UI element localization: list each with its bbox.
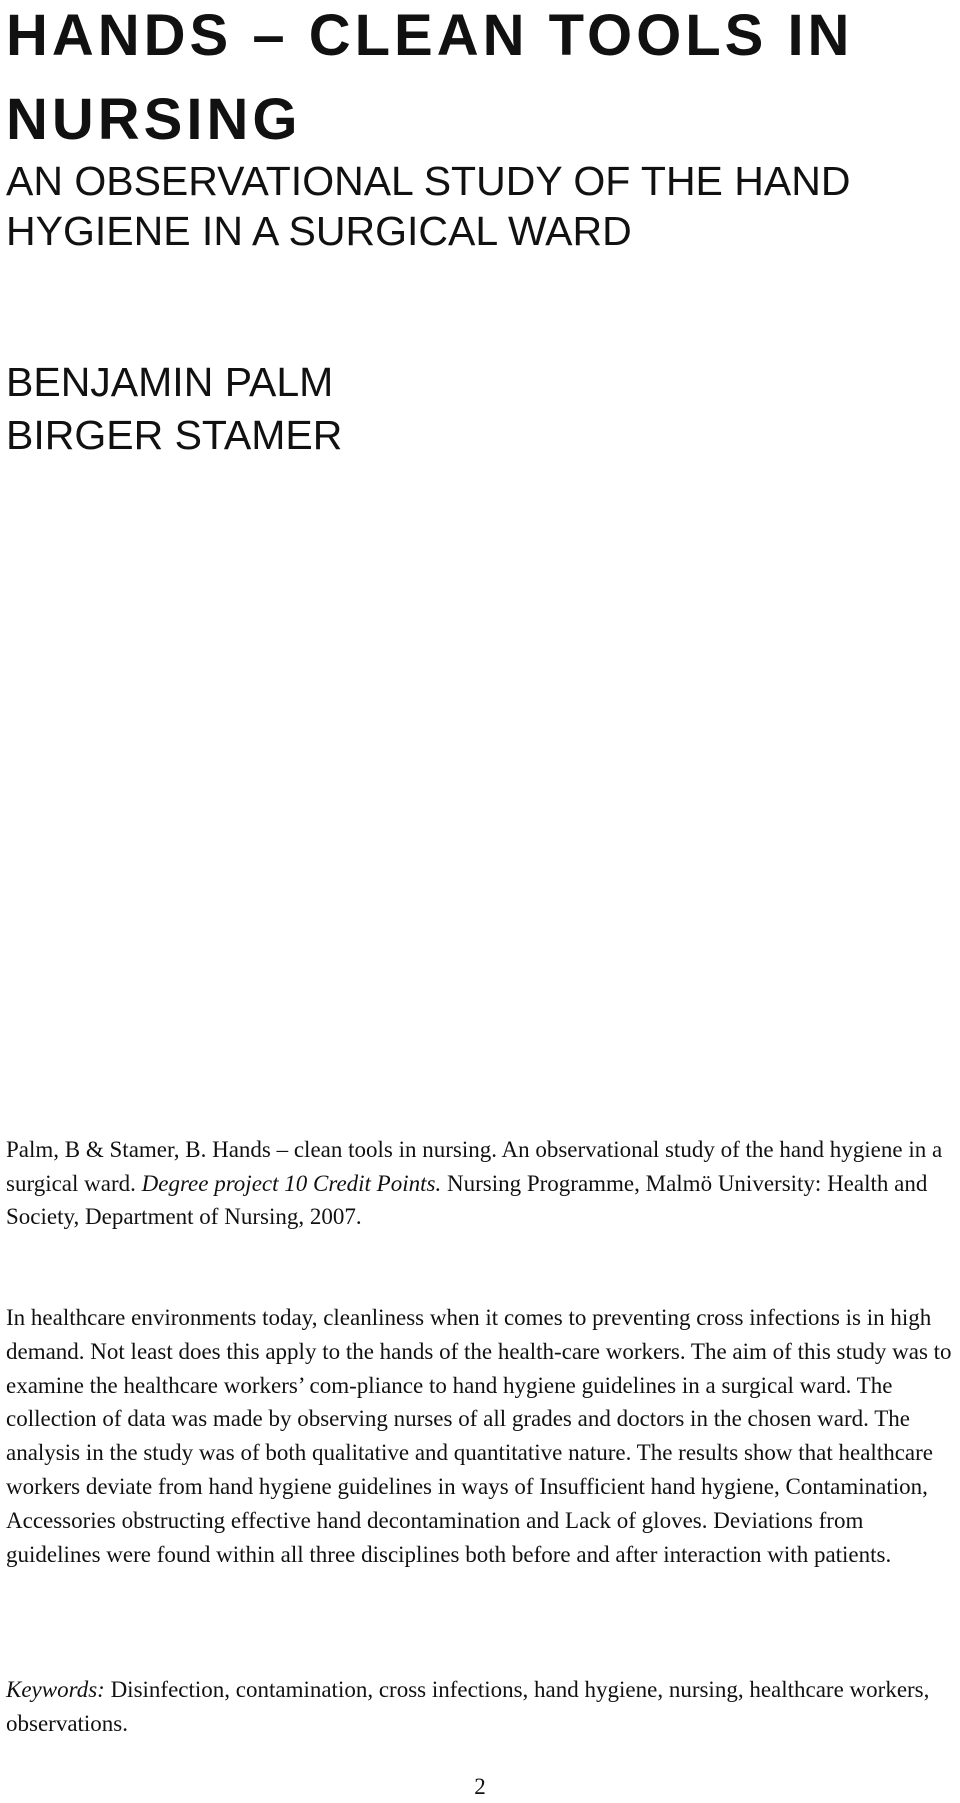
page-number: 2 xyxy=(474,1774,486,1799)
citation-text: Palm, B & Stamer, B. Hands – clean tools in nursing. An observational study of the hand hygiene in a surgical ward. xyxy=(6,1137,943,1196)
author-list xyxy=(6,356,342,462)
document-title: HANDS – CLEAN TOOLS IN NURSING xyxy=(6,3,854,152)
keywords-text: Disinfection, contamination, cross infections, hand hygiene, nursing, healthcare workers, observations. xyxy=(6,1677,930,1736)
citation-institution: Nursing Programme, Malmö University: Health and Society, Department of Nursing, 2007. xyxy=(6,1170,928,1230)
citation-paragraph xyxy=(6,1133,951,1234)
keywords-label: Keywords: xyxy=(6,1677,105,1702)
author-name: BIRGER STAMER xyxy=(6,412,343,458)
document-subtitle: AN OBSERVATIONAL STUDY OF THE HAND HYGIENE IN A SURGICAL WARD xyxy=(6,158,851,254)
citation-degree-project: Degree project 10 Credit Points. xyxy=(141,1170,442,1196)
author-name: BENJAMIN PALM xyxy=(6,359,334,405)
abstract-paragraph: In healthcare environments today, cleanliness when it comes to preventing cross infections is in high demand. Not least does this apply to the hands of the health-care workers. The aim of this study was to examine the healthcare workers’ com-pliance to hand hygiene guidelines in a surgical ward. The collection of data was made by observing nurses of all grades and doctors in the chosen ward. The analysis in the study was of both qualitative and quantitative nature. The results show that healthcare workers deviate from hand hygiene guidelines in ways of Insufficient hand hygiene, Contamination, Accessories obstructing effective hand decontamination and Lack of gloves. Deviations from guidelines were found within all three disciplines both before and after interaction with patients. xyxy=(6,1305,952,1567)
keywords-paragraph xyxy=(6,1673,951,1740)
